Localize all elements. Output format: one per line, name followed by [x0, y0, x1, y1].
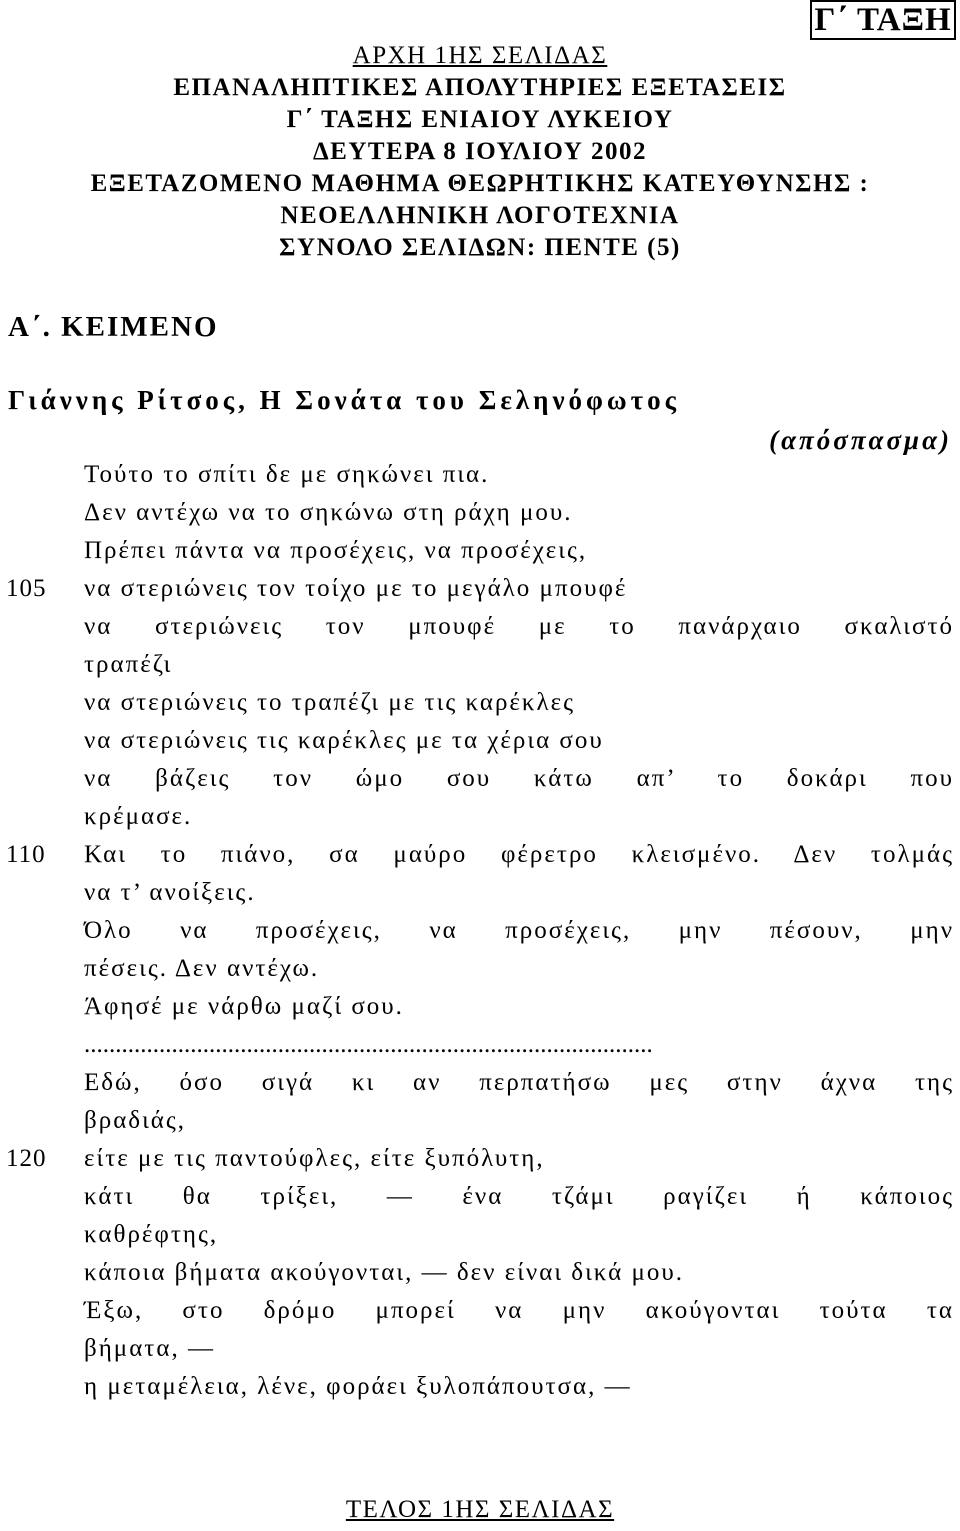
class-label: Γ΄ ΤΑΞΗ [810, 0, 956, 40]
line-number: 110 [6, 841, 46, 868]
poem-line: Και το πιάνο, σα μαύρο φέρετρο κλεισμένο. Δεν τολμάς [84, 841, 954, 868]
poem-line: Δεν αντέχω να το σηκώνω στη ράχη μου. [84, 499, 573, 526]
poem-line: η μεταμέλεια, λένε, φοράει ξυλοπάπουτσα, — [84, 1373, 632, 1400]
line-number: 105 [6, 575, 47, 602]
ellipsis-separator: ........................................................................................... [84, 1031, 653, 1058]
exam-header [0, 40, 960, 264]
work-title: Γιάννης Ρίτσος, Η Σονάτα του Σεληνόφωτος [8, 385, 680, 415]
poem-line: να βάζεις τον ώμο σου κάτω απ’ το δοκάρι που [84, 765, 954, 792]
poem-line: είτε με τις παντούφλες, είτε ξυπόλυτη, [84, 1145, 545, 1172]
page-end-footer: ΤΕΛΟΣ 1ΗΣ ΣΕΛΙΔΑΣ [345, 1496, 615, 1523]
poem-line: Έξω, στο δρόμο μπορεί να μην ακούγονται τούτα τα [84, 1297, 954, 1324]
poem-line: Όλο να προσέχεις, να προσέχεις, μην πέσουν, μην [84, 917, 954, 944]
poem-line: βήματα, — [84, 1335, 215, 1362]
poem-line: Άφησέ με νάρθω μαζί σου. [84, 993, 404, 1020]
poem-line: πέσεις. Δεν αντέχω. [84, 955, 320, 982]
poem-line: βραδιάς, [84, 1107, 187, 1134]
poem-line: Εδώ, όσο σιγά κι αν περπατήσω μες στην άχνα της [84, 1069, 954, 1096]
poem-line: κάτι θα τρίξει, — ένα τζάμι ραγίζει ή κάποιος [84, 1183, 954, 1210]
header-line-page-start: ΑΡΧΗ 1ΗΣ ΣΕΛΙΔΑΣ [352, 42, 608, 69]
header-line-subject-direction: ΕΞΕΤΑΖΟΜΕΝΟ ΜΑΘΗΜΑ ΘΕΩΡΗΤΙΚΗΣ ΚΑΤΕΥΘΥΝΣΗΣ : [90, 170, 870, 197]
header-line-exam-type: ΕΠΑΝΑΛΗΠΤΙΚΕΣ ΑΠΟΛΥΤΗΡΙΕΣ ΕΞΕΤΑΣΕΙΣ [173, 74, 787, 101]
poem-line: Πρέπει πάντα να προσέχεις, να προσέχεις, [84, 537, 588, 564]
header-line-grade: Γ΄ ΤΑΞΗΣ ΕΝΙΑΙΟΥ ΛΥΚΕΙΟΥ [286, 106, 674, 133]
poem-line: να στεριώνεις τον τοίχο με το μεγάλο μπουφέ [84, 575, 628, 602]
poem-line: να στεριώνεις τις καρέκλες με τα χέρια σου [84, 727, 604, 754]
header-line-page-count: ΣΥΝΟΛΟ ΣΕΛΙΔΩΝ: ΠΕΝΤΕ (5) [279, 234, 681, 261]
poem-line: να στεριώνεις τον μπουφέ με το πανάρχαιο σκαλιστό [84, 613, 954, 640]
poem-line: Τούτο το σπίτι δε με σηκώνει πια. [84, 461, 490, 488]
section-title: Α΄. ΚΕΙΜΕΝΟ [8, 311, 219, 343]
poem-line: κρέμασε. [84, 803, 193, 830]
poem-line: τραπέζι [84, 651, 173, 678]
poem-line: καθρέφτης, [84, 1221, 219, 1248]
line-number: 120 [6, 1145, 47, 1172]
excerpt-label: (απόσπασμα) [769, 425, 952, 455]
header-line-subject: ΝΕΟΕΛΛΗΝΙΚΗ ΛΟΓΟΤΕΧΝΙΑ [280, 202, 680, 229]
poem-line: κάποια βήματα ακούγονται, — δεν είναι δικά μου. [84, 1259, 685, 1286]
poem-line: να στεριώνεις το τραπέζι με τις καρέκλες [84, 689, 576, 716]
header-line-date: ΔΕΥΤΕΡΑ 8 ΙΟΥΛΙΟΥ 2002 [312, 138, 647, 165]
poem-line: να τ’ ανοίξεις. [84, 879, 256, 906]
